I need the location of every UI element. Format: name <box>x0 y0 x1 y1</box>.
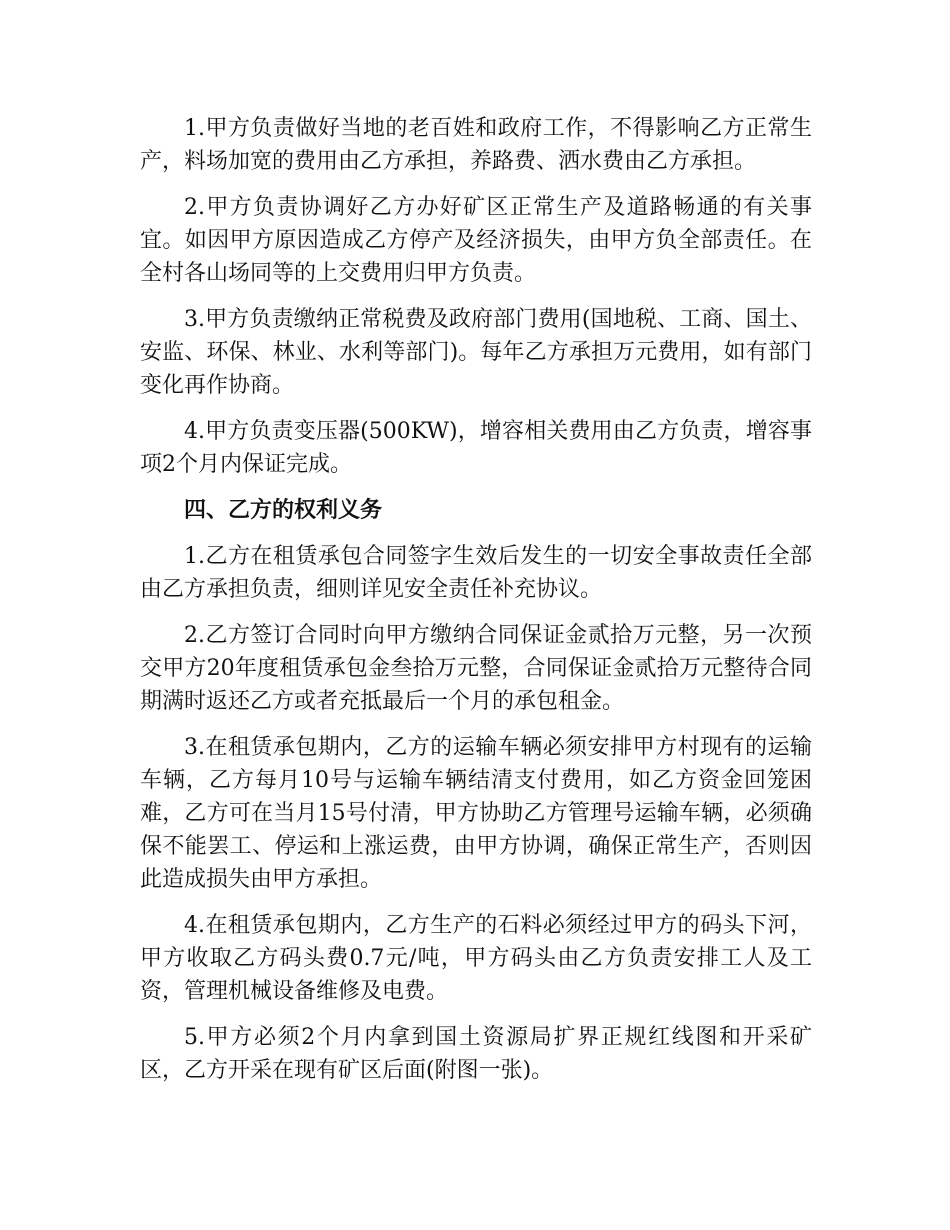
section-heading-4: 四、乙方的权利义务 <box>184 498 383 523</box>
clause-4-1: 1.乙方在租赁承包合同签字生效后发生的一切安全事故责任全部由乙方承担负责，细则详见安全责任补充协议。 <box>140 544 812 602</box>
clause-4-5: 5.甲方必须2个月内拿到国土资源局扩界正规红线图和开采矿区，乙方开采在现有矿区后面(附图一张)。 <box>140 1025 812 1083</box>
clause-4-2: 2.乙方签订合同时向甲方缴纳合同保证金贰拾万元整，另一次预交甲方20年度租赁承包金叁拾万元整，合同保证金贰拾万元整待合同期满时返还乙方或者充抵最后一个月的承包租金。 <box>140 623 812 714</box>
clause-3-2: 2.甲方负责协调好乙方办好矿区正常生产及道路畅通的有关事宜。如因甲方原因造成乙方停产及经济损失，由甲方负全部责任。在全村各山场同等的上交费用归甲方负责。 <box>140 195 812 286</box>
document-page <box>140 112 812 1100</box>
clause-3-4: 4.甲方负责变压器(500KW)，增容相关费用由乙方负责，增容事项2个月内保证完成。 <box>140 419 812 477</box>
clause-4-4: 4.在租赁承包期内，乙方生产的石料必须经过甲方的码头下河，甲方收取乙方码头费0.7元/吨，甲方码头由乙方负责安排工人及工资，管理机械设备维修及电费。 <box>140 913 812 1004</box>
clause-3-1: 1.甲方负责做好当地的老百姓和政府工作，不得影响乙方正常生产，料场加宽的费用由乙方承担，养路费、洒水费由乙方承担。 <box>140 116 812 174</box>
clause-3-3: 3.甲方负责缴纳正常税费及政府部门费用(国地税、工商、国土、安监、环保、林业、水利等部门)。每年乙方承担万元费用，如有部门变化再作协商。 <box>140 307 812 398</box>
clause-4-3: 3.在租赁承包期内，乙方的运输车辆必须安排甲方村现有的运输车辆，乙方每月10号与运输车辆结清支付费用，如乙方资金回笼困难，乙方可在当月15号付清，甲方协助乙方管理号运输车辆，必须确保不能罢工、停运和上涨运费，由甲方协调，确保正常生产，否则因此造成损失由甲方承担。 <box>140 735 812 892</box>
